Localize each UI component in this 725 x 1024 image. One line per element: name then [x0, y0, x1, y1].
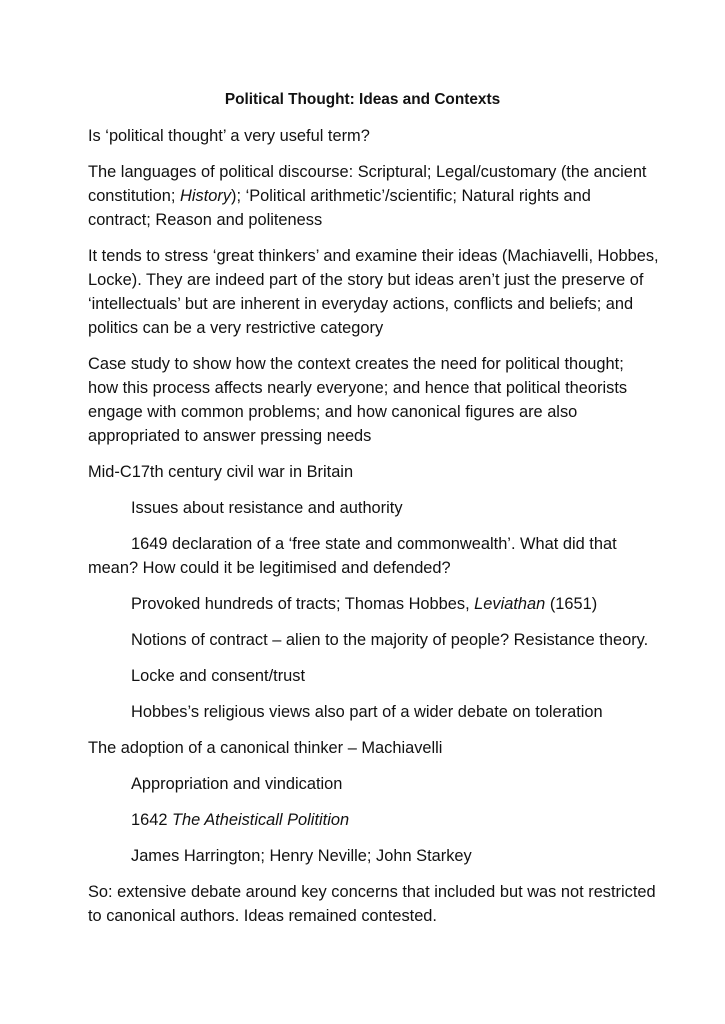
paragraph-case-study-line-4: appropriated to answer pressing needs: [88, 427, 372, 445]
page-title: Political Thought: Ideas and Contexts: [224, 91, 501, 108]
list-item: Issues about resistance and authority: [131, 499, 403, 517]
text-span: 1642: [131, 811, 173, 829]
list-item: [131, 808, 349, 832]
paragraph-case-study-line-2: how this process affects nearly everyone; and hence that political theorists: [88, 379, 628, 397]
paragraph-languages-line-3: contract; Reason and politeness: [88, 211, 323, 229]
paragraph-case-study-line-3: engage with common problems; and how canonical figures are also: [88, 403, 578, 421]
paragraph-languages-line-1: The languages of political discourse: Scriptural; Legal/customary (the ancient: [88, 163, 647, 181]
paragraph-case-study-line-1: Case study to show how the context creates the need for political thought;: [88, 355, 624, 373]
paragraph-thinkers-line-2: Locke). They are indeed part of the story but ideas aren’t just the preserve of: [88, 271, 644, 289]
section-heading-civil-war: Mid-C17th century civil war in Britain: [88, 463, 354, 481]
paragraph-languages-line-2: [88, 184, 591, 208]
list-item: [131, 592, 597, 616]
section-heading-machiavelli: The adoption of a canonical thinker – Machiavelli: [88, 739, 443, 757]
list-item-continuation: mean? How could it be legitimised and defended?: [88, 559, 451, 577]
conclusion-line-2: to canonical authors. Ideas remained contested.: [88, 907, 437, 925]
text-span: Provoked hundreds of tracts; Thomas Hobbes,: [131, 595, 475, 613]
paragraph-thinkers-line-4: politics can be a very restrictive category: [88, 319, 384, 337]
italic-leviathan: Leviathan: [474, 595, 546, 613]
text-span: ); ‘Political arithmetic’/scientific; Natural rights and: [231, 187, 591, 205]
paragraph-thinkers-line-1: It tends to stress ‘great thinkers’ and examine their ideas (Machiavelli, Hobbes,: [88, 247, 659, 265]
list-item: Appropriation and vindication: [131, 775, 343, 793]
list-item: Locke and consent/trust: [131, 667, 306, 685]
list-item: Hobbes’s religious views also part of a wider debate on toleration: [131, 703, 603, 721]
paragraph-thinkers-line-3: ‘intellectuals’ but are inherent in everyday actions, conflicts and beliefs; and: [88, 295, 634, 313]
list-item: James Harrington; Henry Neville; John Starkey: [131, 847, 472, 865]
text-span: (1651): [545, 595, 598, 613]
list-item: Notions of contract – alien to the majority of people? Resistance theory.: [131, 631, 649, 649]
italic-atheisticall-politition: The Atheisticall Politition: [172, 811, 350, 829]
conclusion-line-1: So: extensive debate around key concerns that included but was not restricted: [88, 883, 656, 901]
italic-history: History: [180, 187, 232, 205]
list-item: 1649 declaration of a ‘free state and commonwealth’. What did that: [131, 535, 617, 553]
text-span: constitution;: [88, 187, 181, 205]
intro-question: Is ‘political thought’ a very useful term?: [88, 127, 370, 145]
